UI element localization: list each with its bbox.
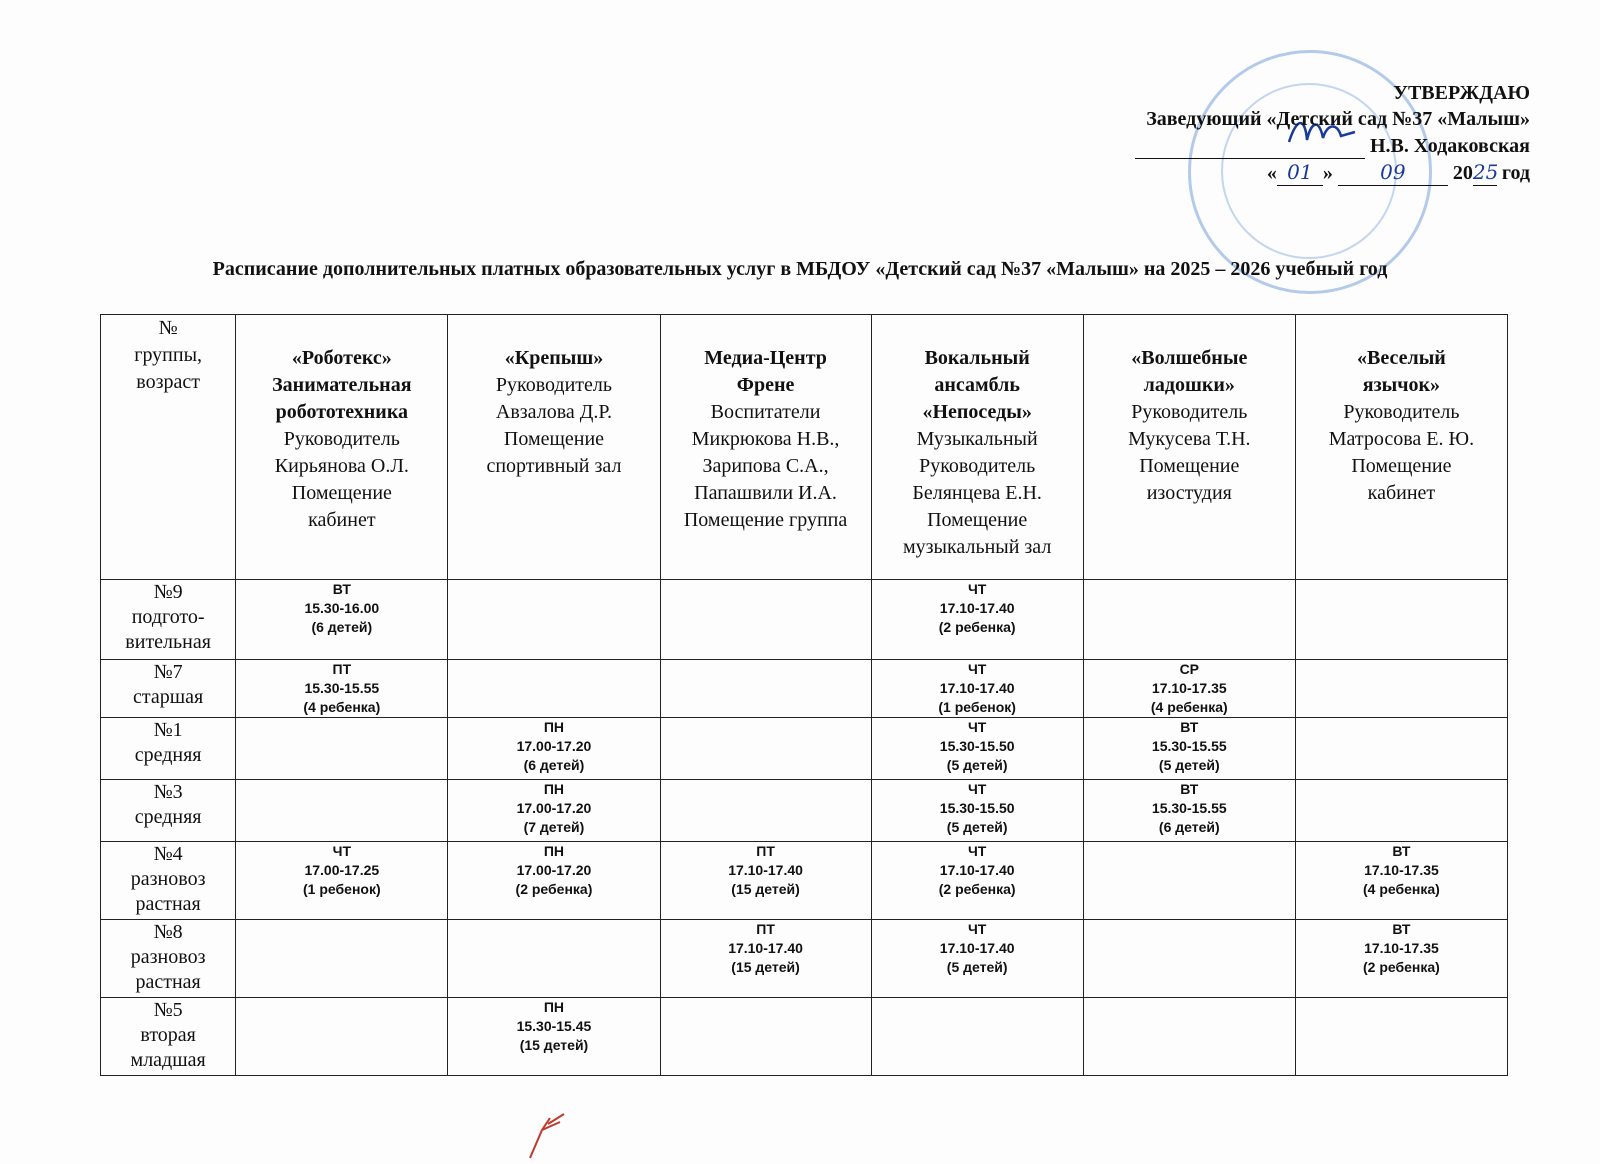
group-text: вительная: [125, 631, 211, 653]
approval-date: « 01 » 09 2025 год: [1266, 160, 1530, 184]
date-year-suffix: 25: [1472, 160, 1499, 184]
schedule-cell: [1295, 780, 1507, 842]
schedule-cell: [660, 660, 871, 718]
header-service-name: язычок»: [1362, 374, 1441, 396]
schedule-text: (7 детей): [523, 819, 585, 835]
schedule-text: ПН: [543, 781, 565, 797]
schedule-cell: [660, 920, 871, 998]
schedule-cell: [871, 920, 1083, 998]
header-service-name: «Волшебные: [1131, 347, 1248, 369]
schedule-text: 15.30-15.50: [939, 738, 1015, 754]
table-row: [101, 780, 1508, 842]
schedule-text: (4 ребенка): [1363, 881, 1440, 897]
schedule-text: 17.10-17.40: [939, 680, 1015, 696]
schedule-cell: [660, 842, 871, 920]
header-service-name: ансамбль: [934, 374, 1020, 396]
schedule-text: (5 детей): [1158, 757, 1220, 773]
schedule-cell: [660, 998, 871, 1076]
schedule-text: 17.00-17.20: [516, 862, 592, 878]
header-service-info: Помещение: [291, 482, 392, 504]
header-roboteks: [236, 315, 448, 580]
group-text: №7: [153, 661, 183, 683]
schedule-text: 17.00-17.20: [516, 738, 592, 754]
header-service-name: Занимательная: [272, 374, 412, 396]
schedule-cell: [448, 718, 660, 780]
group-text: подгото-: [131, 606, 205, 628]
date-year-prefix: 20: [1452, 162, 1473, 184]
schedule-cell: [236, 780, 448, 842]
schedule-cell: [236, 842, 448, 920]
group-text: №8: [153, 921, 183, 943]
header-service-info: Авзалова Д.Р.: [495, 401, 613, 423]
header-service-info: спортивный зал: [486, 455, 622, 477]
header-service-info: Помещение группа: [683, 509, 848, 531]
schedule-text: 17.00-17.25: [304, 862, 380, 878]
group-cell: [101, 920, 236, 998]
header-service-info: Руководитель: [919, 455, 1036, 477]
group-text: растная: [135, 893, 201, 915]
approval-block: [1135, 80, 1530, 186]
group-text: №3: [153, 781, 183, 803]
header-service-name: «Непоседы»: [922, 401, 1032, 423]
schedule-text: (5 детей): [946, 959, 1008, 975]
schedule-cell: [236, 920, 448, 998]
schedule-text: ЧТ: [967, 661, 987, 677]
schedule-cell: [660, 580, 871, 660]
group-text: разновоз: [130, 946, 206, 968]
header-service-info: кабинет: [1367, 482, 1436, 504]
schedule-text: (4 ребенка): [303, 699, 381, 715]
schedule-text: (2 ребенка): [938, 881, 1016, 897]
header-service-info: Руководитель: [283, 428, 400, 450]
header-service-info: Музыкальный: [916, 428, 1038, 450]
schedule-text: 15.30-15.55: [1151, 800, 1227, 816]
schedule-cell: [1295, 842, 1507, 920]
schedule-cell: [1083, 780, 1295, 842]
schedule-cell: [1083, 998, 1295, 1076]
header-service-info: Воспитатели: [710, 401, 821, 423]
schedule-text: 15.30-16.00: [304, 600, 380, 616]
group-text: №9: [153, 581, 183, 603]
header-service-info: Белянцева Е.Н.: [912, 482, 1042, 504]
schedule-cell: [1295, 660, 1507, 718]
schedule-cell: [236, 580, 448, 660]
red-mark: [520, 1100, 580, 1160]
group-text: старшая: [133, 686, 204, 708]
schedule-cell: [1083, 920, 1295, 998]
header-service-info: Матросова Е. Ю.: [1328, 428, 1475, 450]
schedule-text: ПН: [543, 843, 565, 859]
schedule-text: ЧТ: [967, 921, 987, 937]
header-service-info: музыкальный зал: [903, 536, 1052, 558]
schedule-text: ПТ: [756, 843, 775, 859]
header-service-info: Руководитель: [1343, 401, 1460, 423]
header-service-name: ладошки»: [1143, 374, 1235, 396]
schedule-cell: [448, 920, 660, 998]
header-merry-tongue: [1295, 315, 1507, 580]
schedule-text: 17.10-17.35: [1364, 862, 1439, 878]
group-text: №1: [153, 719, 183, 741]
header-service-info: Папашвили И.А.: [694, 482, 837, 504]
schedule-cell: [871, 580, 1083, 660]
schedule-text: 17.10-17.40: [728, 940, 803, 956]
header-service-info: Зарипова С.А.,: [702, 455, 829, 477]
approval-name: Н.В. Ходаковская: [1370, 135, 1530, 157]
approval-position: Заведующий «Детский сад №37 «Малыш»: [1146, 108, 1530, 130]
schedule-text: (15 детей): [731, 881, 800, 897]
header-service-info: Микрюкова Н.В.,: [691, 428, 840, 450]
schedule-text: ПТ: [756, 921, 775, 937]
schedule-text: 17.10-17.40: [939, 600, 1015, 616]
schedule-text: ВТ: [1392, 921, 1411, 937]
header-media-center: [660, 315, 871, 580]
schedule-text: (1 ребенок): [938, 699, 1016, 715]
schedule-cell: [871, 998, 1083, 1076]
schedule-cell: [236, 998, 448, 1076]
schedule-text: СР: [1179, 661, 1200, 677]
schedule-cell: [1295, 580, 1507, 660]
header-group-text: №: [158, 317, 178, 339]
group-cell: [101, 842, 236, 920]
table-row: [101, 718, 1508, 780]
schedule-text: 17.10-17.40: [728, 862, 803, 878]
schedule-cell: [448, 998, 660, 1076]
header-service-info: Помещение: [1139, 455, 1240, 477]
schedule-cell: [1083, 718, 1295, 780]
schedule-text: ЧТ: [967, 843, 987, 859]
header-service-name: Вокальный: [924, 347, 1030, 369]
schedule-text: 15.30-15.55: [1151, 738, 1227, 754]
header-service-name: «Роботекс»: [291, 347, 392, 369]
header-service-name: Френе: [736, 374, 795, 396]
schedule-text: ВТ: [332, 581, 351, 597]
header-service-name: робототехника: [275, 401, 409, 423]
group-cell: [101, 780, 236, 842]
schedule-cell: [1295, 998, 1507, 1076]
schedule-text: 17.00-17.20: [516, 800, 592, 816]
schedule-text: ПН: [543, 999, 565, 1015]
header-group: [101, 315, 236, 580]
group-text: средняя: [134, 806, 202, 828]
approval-heading: УТВЕРЖДАЮ: [1393, 82, 1530, 104]
header-service-info: кабинет: [308, 509, 376, 531]
table-row: [101, 998, 1508, 1076]
header-service-info: Мукусева Т.Н.: [1128, 428, 1251, 450]
header-service-info: Помещение: [927, 509, 1028, 531]
schedule-text: (15 детей): [731, 959, 800, 975]
schedule-text: 15.30-15.45: [516, 1018, 592, 1034]
schedule-cell: [1295, 920, 1507, 998]
header-service-name: «Крепыш»: [504, 347, 604, 369]
schedule-cell: [448, 780, 660, 842]
schedule-text: ВТ: [1392, 843, 1411, 859]
schedule-text: (1 ребенок): [303, 881, 381, 897]
schedule-text: (6 детей): [523, 757, 585, 773]
schedule-text: (15 детей): [519, 1037, 589, 1053]
schedule-text: 15.30-15.50: [939, 800, 1015, 816]
schedule-text: 17.10-17.40: [939, 862, 1015, 878]
header-service-info: Руководитель: [1131, 401, 1248, 423]
header-service-info: изостудия: [1146, 482, 1232, 504]
header-service-info: Руководитель: [495, 374, 613, 396]
header-service-info: Помещение: [503, 428, 605, 450]
schedule-cell: [236, 660, 448, 718]
group-text: разновоз: [130, 868, 206, 890]
schedule-cell: [1083, 842, 1295, 920]
schedule-text: (4 ребенка): [1150, 699, 1228, 715]
header-row: [101, 315, 1508, 580]
schedule-text: ВТ: [1180, 719, 1199, 735]
schedule-cell: [871, 660, 1083, 718]
table-row: [101, 920, 1508, 998]
header-group-text: группы,: [134, 344, 203, 366]
header-service-info: Кирьянова О.Л.: [274, 455, 409, 477]
header-vocal-ensemble: [871, 315, 1083, 580]
schedule-text: ЧТ: [332, 843, 352, 859]
schedule-text: (6 детей): [311, 619, 373, 635]
group-cell: [101, 660, 236, 718]
schedule-cell: [448, 660, 660, 718]
date-word: год: [1501, 162, 1530, 184]
schedule-cell: [448, 580, 660, 660]
group-text: растная: [135, 971, 201, 993]
schedule-cell: [660, 718, 871, 780]
schedule-text: ЧТ: [967, 581, 987, 597]
header-service-name: «Веселый: [1357, 347, 1446, 369]
schedule-text: 15.30-15.55: [304, 680, 380, 696]
header-service-name: Медиа-Центр: [704, 347, 827, 369]
group-cell: [101, 998, 236, 1076]
schedule-text: (2 ребенка): [938, 619, 1016, 635]
schedule-text: ПН: [543, 719, 565, 735]
schedule-cell: [1083, 580, 1295, 660]
schedule-cell: [1295, 718, 1507, 780]
schedule-text: 17.10-17.35: [1364, 940, 1439, 956]
schedule-text: (5 детей): [946, 757, 1008, 773]
schedule-text: 17.10-17.40: [939, 940, 1015, 956]
schedule-cell: [660, 780, 871, 842]
schedule-text: (2 ребенка): [1363, 959, 1440, 975]
group-cell: [101, 580, 236, 660]
table-row: [101, 660, 1508, 718]
table-row: [101, 842, 1508, 920]
schedule-text: ВТ: [1180, 781, 1199, 797]
schedule-cell: [871, 842, 1083, 920]
group-text: вторая: [140, 1024, 196, 1046]
schedule-cell: [871, 780, 1083, 842]
date-day: 01: [1277, 159, 1323, 186]
schedule-text: 17.10-17.35: [1151, 680, 1227, 696]
schedule-text: ЧТ: [967, 719, 987, 735]
schedule-text: (6 детей): [1158, 819, 1220, 835]
schedule-cell: [236, 718, 448, 780]
schedule-text: ПТ: [332, 661, 352, 677]
schedule-text: (2 ребенка): [515, 881, 593, 897]
schedule-text: ЧТ: [967, 781, 987, 797]
date-month: 09: [1338, 159, 1448, 186]
group-cell: [101, 718, 236, 780]
group-text: №4: [153, 843, 183, 865]
schedule-cell: [871, 718, 1083, 780]
schedule-cell: [1083, 660, 1295, 718]
schedule-table: [100, 314, 1508, 1076]
table-row: [101, 580, 1508, 660]
header-service-info: Помещение: [1351, 455, 1452, 477]
page-title: Расписание дополнительных платных образовательных услуг в МБДОУ «Детский сад №37 «Малыш» на 2025 – 2026 учебный год: [212, 258, 1388, 280]
schedule-cell: [448, 842, 660, 920]
group-text: №5: [153, 999, 183, 1021]
header-krepysh: [448, 315, 660, 580]
schedule-text: (5 детей): [946, 819, 1008, 835]
group-text: средняя: [134, 744, 202, 766]
approval-signature-line: [1135, 132, 1530, 159]
header-magic-palms: [1083, 315, 1295, 580]
header-group-text: возраст: [136, 371, 200, 393]
group-text: младшая: [130, 1049, 206, 1071]
